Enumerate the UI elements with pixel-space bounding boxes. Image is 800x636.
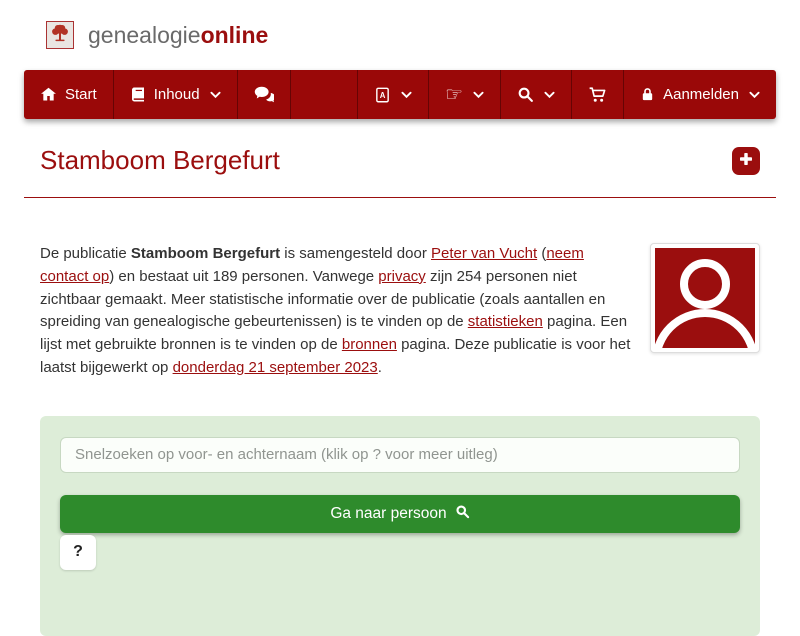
- brand-wordmark[interactable]: [88, 22, 268, 49]
- nav-item-label: Inhoud: [153, 86, 200, 103]
- last-updated-link[interactable]: donderdag 21 september 2023: [172, 358, 378, 376]
- intro-text: .: [377, 358, 382, 376]
- nav-item-start[interactable]: [24, 70, 114, 119]
- nav-left-group: [24, 70, 291, 119]
- privacy-link[interactable]: privacy: [378, 267, 426, 285]
- go-button-label: Ga naar persoon: [330, 504, 447, 522]
- nav-right-group: [357, 70, 776, 119]
- intro-text: De publicatie: [40, 245, 131, 262]
- home-icon: [40, 86, 57, 103]
- search-icon: [455, 504, 470, 524]
- nav-item-messages[interactable]: [238, 70, 291, 119]
- site-header: [0, 0, 800, 70]
- quick-search-panel: [40, 416, 760, 636]
- intro-paragraph: [40, 243, 634, 380]
- intro-text: is samengesteld door: [280, 245, 431, 262]
- publication-name: Stamboom Bergefurt: [130, 245, 281, 262]
- chevron-down-icon: [401, 91, 412, 99]
- lock-icon: [640, 86, 655, 103]
- search-icon: [517, 86, 534, 103]
- title-row: [40, 145, 760, 176]
- nav-item-cart[interactable]: [571, 70, 623, 119]
- intro-text: ) en bestaat uit 189 personen. Vanwege: [109, 267, 379, 285]
- nav-item-label: Start: [65, 86, 97, 103]
- nav-item-search[interactable]: [500, 70, 571, 119]
- intro-text: (: [537, 245, 547, 262]
- author-link[interactable]: Peter van Vucht: [431, 245, 538, 262]
- brand-gray: genealogie: [88, 21, 201, 48]
- statistics-link[interactable]: statistieken: [467, 313, 543, 331]
- language-icon: [374, 86, 391, 104]
- nav-item-recommend[interactable]: [428, 70, 500, 119]
- person-icon: [655, 248, 755, 348]
- help-button[interactable]: ?: [60, 535, 96, 570]
- nav-item-aanmelden[interactable]: [623, 70, 776, 119]
- book-icon: [130, 86, 146, 103]
- pointing-hand-icon: ☞: [445, 83, 464, 106]
- intro-text: pagina. Deze publicatie is voor het laatst bijgewerkt op: [40, 336, 631, 376]
- nav-item-language[interactable]: [357, 70, 428, 119]
- quick-search-input[interactable]: [60, 437, 740, 473]
- shopping-cart-icon: [588, 86, 607, 104]
- chevron-down-icon: [544, 91, 555, 99]
- contact-link[interactable]: neem contact op: [40, 245, 584, 285]
- plus-icon: [737, 150, 755, 171]
- author-avatar[interactable]: [650, 243, 760, 353]
- sources-link[interactable]: bronnen: [341, 336, 397, 354]
- chevron-down-icon: [473, 91, 484, 99]
- intro-text: zijn 254 personen niet zichtbaar gemaakt. Meer statistische informatie over de publicatie (zoals aantallen en spreiding van genealogische gebeurtenissen) is te vinden op de: [40, 267, 606, 331]
- page-title: Stamboom Bergefurt: [40, 145, 280, 175]
- nav-item-label: Aanmelden: [663, 86, 739, 103]
- svg-text:A: A: [379, 90, 386, 100]
- tree-icon: [49, 22, 71, 49]
- site-logo[interactable]: [46, 21, 74, 49]
- main-nav: [24, 70, 776, 119]
- main-content: [40, 145, 760, 636]
- chevron-down-icon: [749, 91, 760, 99]
- go-to-person-button[interactable]: [60, 495, 740, 533]
- title-divider: [24, 197, 776, 198]
- nav-item-inhoud[interactable]: [114, 70, 238, 119]
- intro-text: pagina. Een lijst met gebruikte bronnen is te vinden op de: [40, 313, 628, 354]
- intro-section: [40, 243, 760, 380]
- chat-bubbles-icon: [254, 86, 274, 103]
- add-button[interactable]: [732, 147, 760, 175]
- brand-red: online: [200, 21, 269, 48]
- chevron-down-icon: [210, 91, 221, 99]
